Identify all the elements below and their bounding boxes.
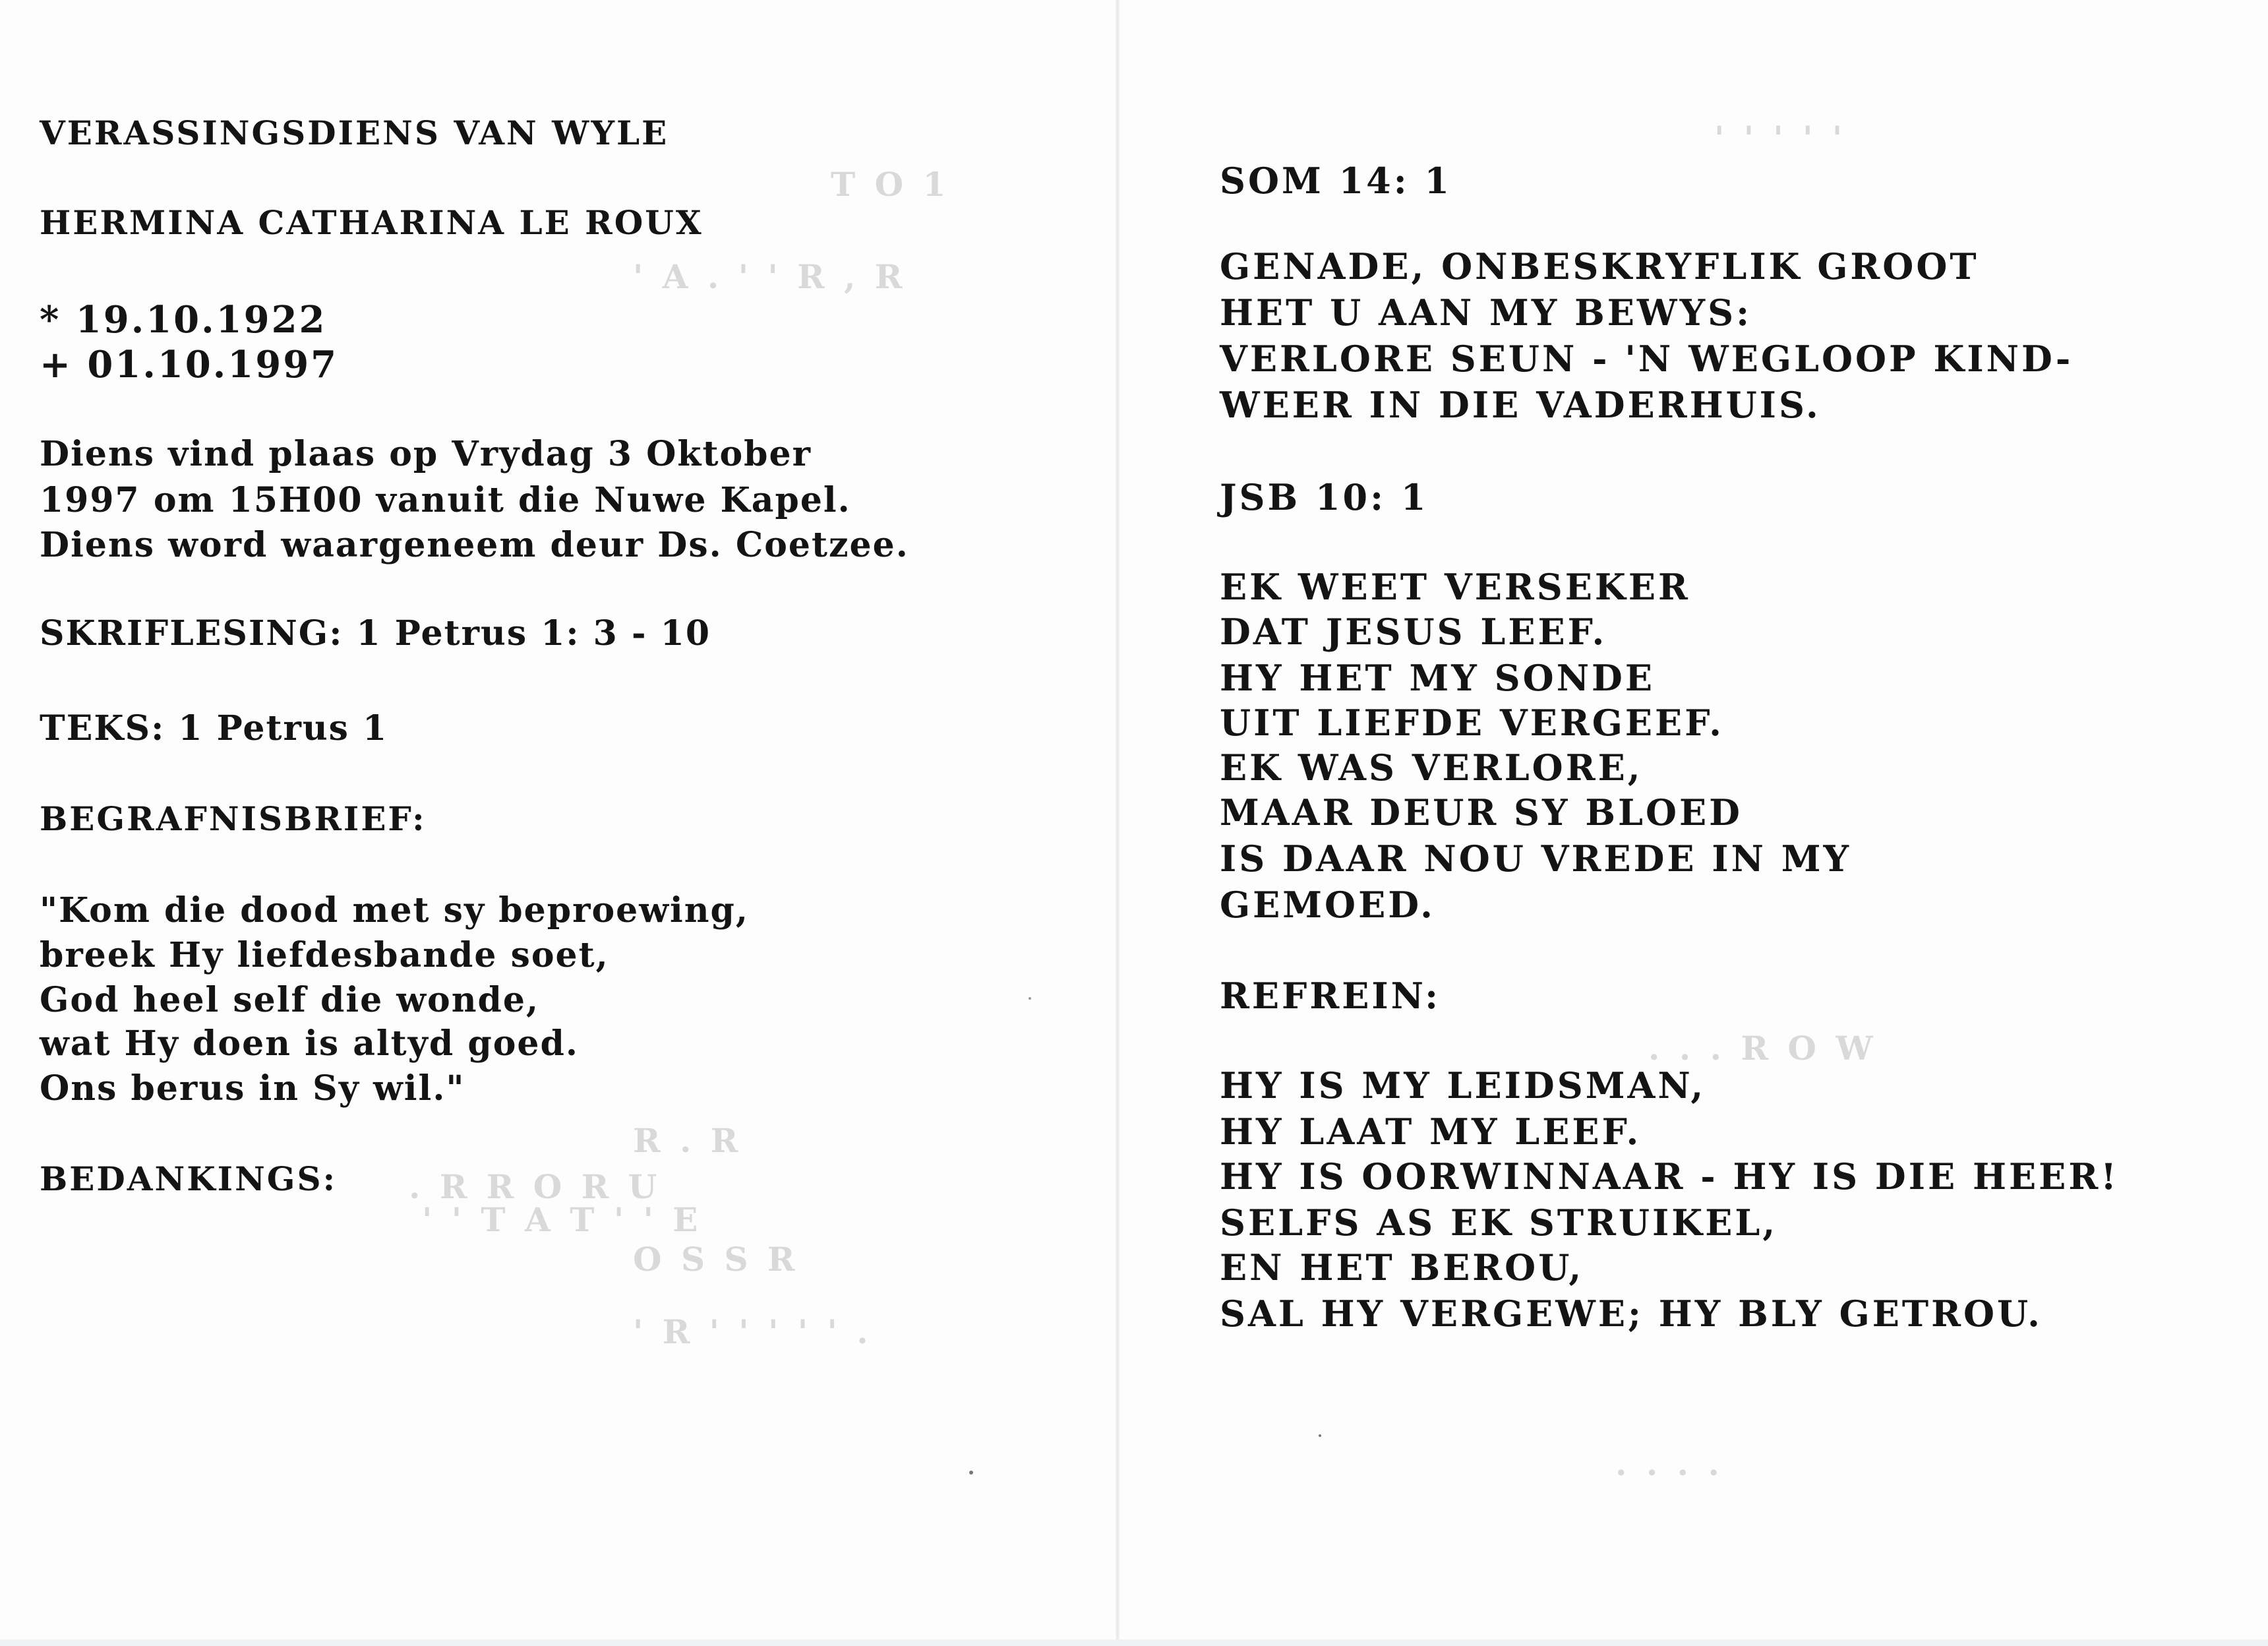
service-details-line-3: Diens word waargeneem deur Ds. Coetzee. bbox=[40, 525, 909, 565]
scripture-reading: SKRIFLESING: 1 Petrus 1: 3 - 10 bbox=[40, 613, 711, 654]
show-through-text: ' R ' ' ' ' ' . bbox=[633, 1312, 872, 1351]
refrain-line: HY IS OORWINNAAR - HY IS DIE HEER! bbox=[1220, 1155, 2119, 1198]
show-through-text: O S S R bbox=[633, 1240, 799, 1279]
hymn-2-line: UIT LIEFDE VERGEEF. bbox=[1220, 702, 1724, 744]
hymn-2-line: GEMOED. bbox=[1220, 884, 1435, 926]
hymn-2-line: EK WEET VERSEKER bbox=[1220, 566, 1690, 608]
hymn-1-line: VERLORE SEUN - 'N WEGLOOP KIND- bbox=[1220, 338, 2074, 380]
deceased-name: HERMINA CATHARINA LE ROUX bbox=[40, 203, 703, 242]
hymn-2-line: EK WAS VERLORE, bbox=[1220, 747, 1643, 789]
hymn-1-line: GENADE, ONBESKRYFLIK GROOT bbox=[1220, 245, 1979, 288]
funeral-letter-line-5: Ons berus in Sy wil." bbox=[40, 1068, 465, 1109]
show-through-text: ' ' ' ' ' bbox=[1714, 119, 1847, 158]
ink-speck bbox=[1029, 997, 1031, 1000]
sermon-text: TEKS: 1 Petrus 1 bbox=[40, 708, 388, 748]
service-details-line-2: 1997 om 15H00 vanuit die Nuwe Kapel. bbox=[40, 480, 851, 520]
page-edge bbox=[0, 1639, 2268, 1646]
hymn-2-reference: JSB 10: 1 bbox=[1220, 476, 1429, 518]
funeral-letter-line-2: breek Hy liefdesbande soet, bbox=[40, 935, 609, 975]
hymn-2-line: DAT JESUS LEEF. bbox=[1220, 611, 1607, 653]
show-through-text: ' ' T A T ' ' E bbox=[422, 1200, 702, 1239]
ink-speck bbox=[969, 1471, 973, 1475]
thanks-heading: BEDANKINGS: bbox=[40, 1159, 338, 1198]
hymn-1-line: WEER IN DIE VADERHUIS. bbox=[1220, 384, 1821, 426]
ink-speck bbox=[1319, 1434, 1321, 1437]
hymn-2-line: IS DAAR NOU VREDE IN MY bbox=[1220, 838, 1852, 880]
service-heading: VERASSINGSDIENS VAN WYLE bbox=[40, 113, 669, 152]
refrain-line: SAL HY VERGEWE; HY BLY GETROU. bbox=[1220, 1293, 2043, 1335]
hymn-1-reference: SOM 14: 1 bbox=[1220, 160, 1452, 202]
show-through-text: . . . R O W bbox=[1648, 1029, 1877, 1068]
funeral-letter-line-4: wat Hy doen is altyd goed. bbox=[40, 1023, 579, 1064]
refrain-line: SELFS AS EK STRUIKEL, bbox=[1220, 1202, 1778, 1244]
center-fold bbox=[1116, 0, 1119, 1646]
hymn-2-line: MAAR DEUR SY BLOED bbox=[1220, 791, 1743, 834]
refrain-line: HY IS MY LEIDSMAN, bbox=[1220, 1064, 1706, 1107]
hymn-2-line: HY HET MY SONDE bbox=[1220, 657, 1656, 699]
funeral-letter-heading: BEGRAFNISBRIEF: bbox=[40, 799, 427, 838]
funeral-letter-line-1: "Kom die dood met sy beproewing, bbox=[40, 890, 750, 930]
refrain-line: EN HET BEROU, bbox=[1220, 1246, 1584, 1289]
refrain-heading: REFREIN: bbox=[1220, 975, 1441, 1017]
service-details-line-1: Diens vind plaas op Vrydag 3 Oktober bbox=[40, 434, 812, 474]
hymn-1-line: HET U AAN MY BEWYS: bbox=[1220, 291, 1752, 334]
show-through-text: R . R bbox=[633, 1121, 742, 1160]
funeral-letter-line-3: God heel self die wonde, bbox=[40, 980, 540, 1020]
show-through-text: . R R O R U bbox=[409, 1167, 661, 1206]
birth-date: * 19.10.1922 bbox=[40, 298, 327, 342]
show-through-text: . . . . bbox=[1615, 1444, 1723, 1483]
show-through-text: ' A . ' ' R , R bbox=[633, 257, 907, 296]
refrain-line: HY LAAT MY LEEF. bbox=[1220, 1111, 1642, 1153]
death-date: + 01.10.1997 bbox=[40, 343, 339, 386]
show-through-text: T O 1 bbox=[831, 165, 950, 204]
